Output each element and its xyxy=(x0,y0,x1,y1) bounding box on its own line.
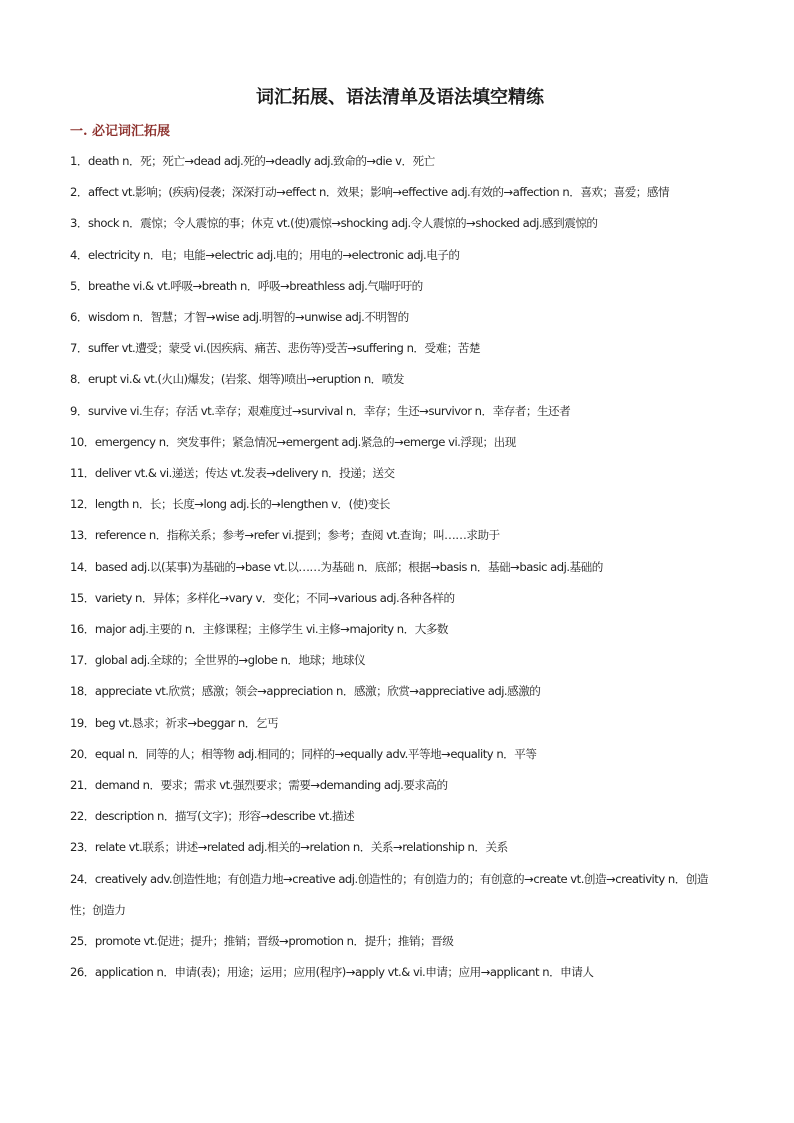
vocabulary-entry: 25．promote vt.促进；提升；推销；晋级→promotion n．提升；推销；晋级 xyxy=(70,934,454,949)
vocabulary-entry: 7．suffer vt.遭受；蒙受 vi.(因疾病、痛苦、悲伤等)受苦→suffering n．受难；苦楚 xyxy=(70,341,480,356)
section-heading: 一. 必记词汇拓展 xyxy=(70,124,171,139)
vocabulary-entry: 13．reference n．指称关系；参考→refer vi.提到；参考；查阅 vt.查询；叫……求助于 xyxy=(70,528,500,543)
document-title: 词汇拓展、语法清单及语法填空精练 xyxy=(256,87,544,108)
vocabulary-entry: 1．death n．死；死亡→dead adj.死的→deadly adj.致命的→die v．死亡 xyxy=(70,154,435,168)
vocabulary-entry: 18．appreciate vt.欣赏；感激；领会→appreciation n．感激；欣赏→appreciative adj.感激的 xyxy=(70,684,541,699)
vocabulary-entry: 4．electricity n．电；电能→electric adj.电的；用电的→electronic adj.电子的 xyxy=(70,247,460,262)
vocabulary-entry: 14．based adj.以(某事)为基础的→base vt.以……为基础 n．底部；根据→basis n．基础→basic adj.基础的 xyxy=(70,559,603,574)
vocabulary-entry: 16．major adj.主要的 n．主修课程；主修学生 vi.主修→majority n．大多数 xyxy=(70,622,449,637)
vocabulary-entry: 15．variety n．异体；多样化→vary v．变化；不同→various adj.各种各样的 xyxy=(70,590,455,605)
vocabulary-entry: 26．application n．申请(表)；用途；运用；应用(程序)→apply vt.& vi.申请；应用→applicant n．申请人 xyxy=(70,965,594,980)
vocabulary-entry: 17．global adj.全球的；全世界的→globe n．地球；地球仪 xyxy=(70,653,366,668)
document-page xyxy=(70,82,730,988)
vocabulary-entry: 6．wisdom n．智慧；才智→wise adj.明智的→unwise adj.不明智的 xyxy=(70,310,409,325)
vocabulary-entry: 3．shock n．震惊；令人震惊的事；休克 vt.(使)震惊→shocking adj.令人震惊的→shocked adj.感到震惊的 xyxy=(70,216,598,231)
vocabulary-entry: 22．description n．描写(文字)；形容→describe vt.描述 xyxy=(70,809,355,824)
vocabulary-list xyxy=(70,146,730,988)
vocabulary-entry: 5．breathe vi.& vt.呼吸→breath n．呼吸→breathless adj.气喘吁吁的 xyxy=(70,278,423,293)
vocabulary-entry: 21．demand n．要求；需求 vt.强烈要求；需要→demanding adj.要求高的 xyxy=(70,778,448,793)
vocabulary-entry: 12．length n．长；长度→long adj.长的→lengthen v．(使)变长 xyxy=(70,497,390,512)
vocabulary-entry: 24．creatively adv.创造性地；有创造力地→creative adj.创造性的；有创造力的；有创意的→create vt.创造→creativity n．创造性；创造力 xyxy=(70,871,708,917)
vocabulary-entry: 10．emergency n．突发事件；紧急情况→emergent adj.紧急的→emerge vi.浮现；出现 xyxy=(70,434,516,449)
vocabulary-entry: 20．equal n．同等的人；相等物 adj.相同的；同样的→equally adv.平等地→equality n．平等 xyxy=(70,746,537,761)
vocabulary-entry: 9．survive vi.生存；存活 vt.幸存；艰难度过→survival n．幸存；生还→survivor n．幸存者；生还者 xyxy=(70,403,571,418)
vocabulary-entry: 23．relate vt.联系；讲述→related adj.相关的→relation n．关系→relationship n．关系 xyxy=(70,840,508,855)
vocabulary-entry: 8．erupt vi.& vt.(火山)爆发；(岩浆、烟等)喷出→eruption n．喷发 xyxy=(70,372,404,387)
vocabulary-entry: 11．deliver vt.& vi.递送；传达 vt.发表→delivery n．投递；送交 xyxy=(70,466,395,481)
vocabulary-entry: 19．beg vt.恳求；祈求→beggar n．乞丐 xyxy=(70,715,279,730)
vocabulary-entry: 2．affect vt.影响；(疾病)侵袭；深深打动→effect n．效果；影响→effective adj.有效的→affection n．喜欢；喜爱；感情 xyxy=(70,185,670,200)
